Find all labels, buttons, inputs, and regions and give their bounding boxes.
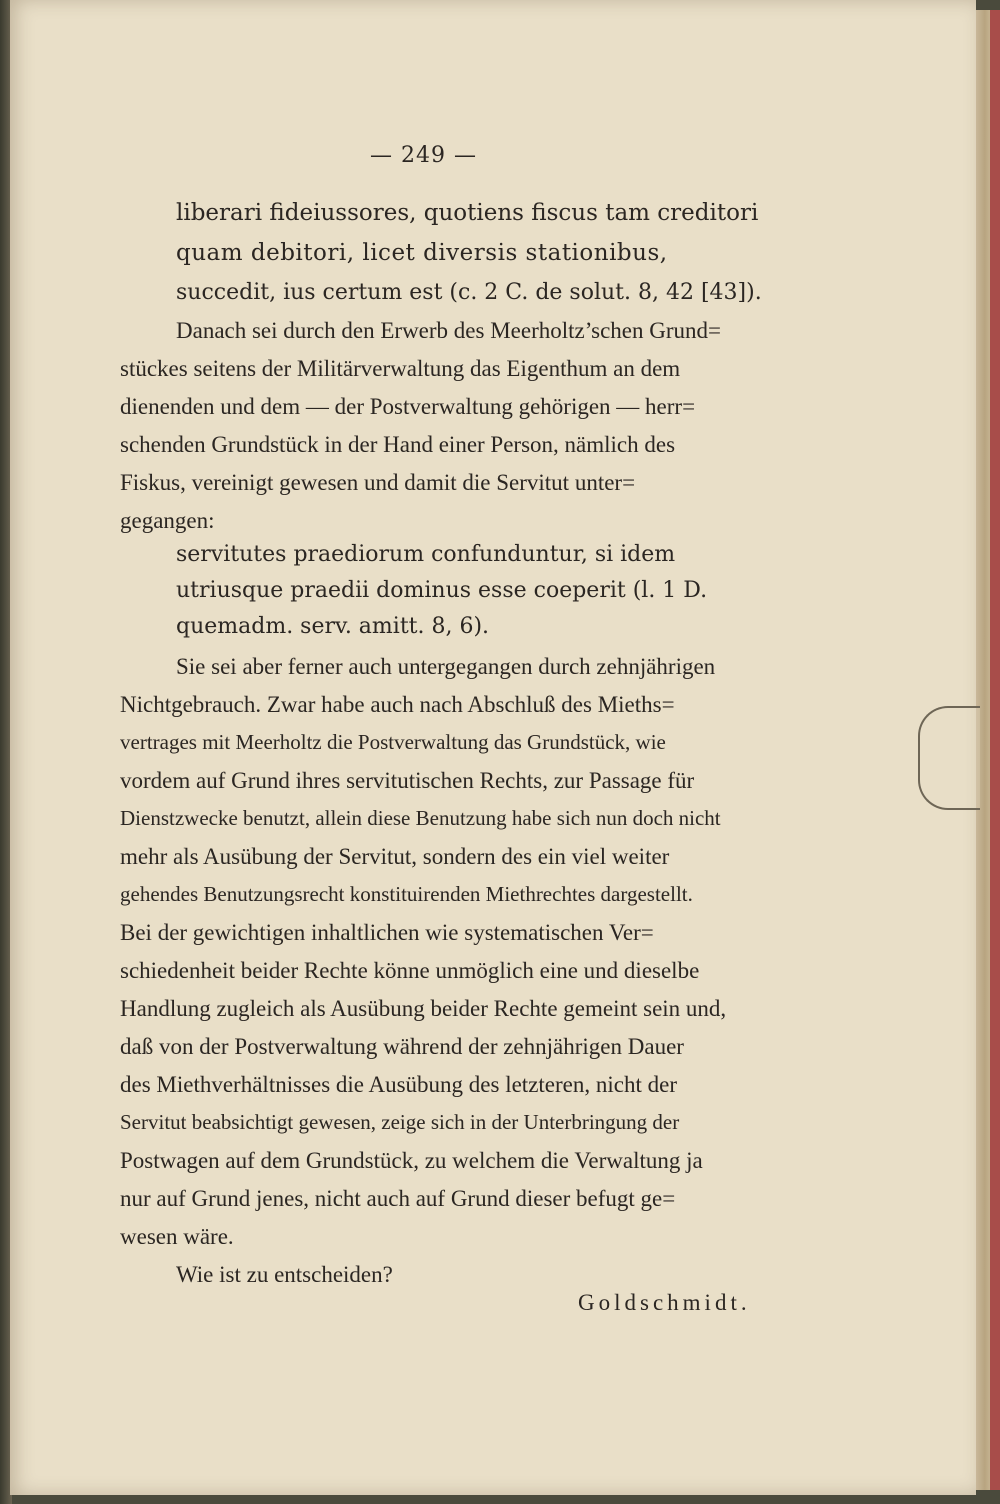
text-line: utriusque praedii dominus esse coeperit (l. 1 D. <box>176 578 708 603</box>
text-line: Wie ist zu entscheiden? <box>176 1262 393 1287</box>
text-line: Nichtgebrauch. Zwar habe auch nach Abschluß des Mieths= <box>120 692 675 717</box>
page-tab-marker <box>918 706 980 810</box>
text-line: schiedenheit beider Rechte könne unmöglich eine und dieselbe <box>120 958 700 983</box>
text-line: servitutes praediorum confunduntur, si idem <box>176 542 676 567</box>
text-line: stückes seitens der Militärverwaltung das Eigenthum an dem <box>120 356 681 381</box>
text-line: Handlung zugleich als Ausübung beider Rechte gemeint sein und, <box>120 996 727 1021</box>
text-line: Danach sei durch den Erwerb des Meerholtz’schen Grund= <box>176 318 721 343</box>
page-edge-red <box>990 10 1000 1490</box>
text-line: quam debitori, licet diversis stationibus, <box>176 240 668 266</box>
text-line: wesen wäre. <box>120 1224 234 1249</box>
page-number: — 249 — <box>370 143 477 168</box>
author-signature: Goldschmidt. <box>578 1290 751 1315</box>
text-line: Dienstzwecke benutzt, allein diese Benutzung habe sich nun doch nicht <box>120 806 721 830</box>
text-line: quemadm. serv. amitt. 8, 6). <box>176 614 490 639</box>
text-line: Postwagen auf dem Grundstück, zu welchem die Verwaltung ja <box>120 1148 703 1173</box>
text-line: vertrages mit Meerholtz die Postverwaltung das Grundstück, wie <box>120 730 666 754</box>
text-line: liberari fideiussores, quotiens fiscus tam creditori <box>176 200 759 226</box>
text-line: Servitut beabsichtigt gewesen, zeige sich in der Unterbringung der <box>120 1110 680 1134</box>
text-line: Bei der gewichtigen inhaltlichen wie systematischen Ver= <box>120 920 654 945</box>
text-line: daß von der Postverwaltung während der zehnjährigen Dauer <box>120 1034 684 1059</box>
text-line: dienenden und dem — der Postverwaltung gehörigen — herr= <box>120 394 696 419</box>
text-line: schenden Grundstück in der Hand einer Person, nämlich des <box>120 432 676 457</box>
text-line: Sie sei aber ferner auch untergegangen durch zehnjährigen <box>176 654 716 679</box>
text-line: nur auf Grund jenes, nicht auch auf Grund dieser befugt ge= <box>120 1186 676 1211</box>
text-line: gehendes Benutzungsrecht konstituirenden Miethrechtes dargestellt. <box>120 882 693 906</box>
text-line: vordem auf Grund ihres servitutischen Rechts, zur Passage für <box>120 768 695 793</box>
text-line: Fiskus, vereinigt gewesen und damit die Servitut unter= <box>120 470 636 495</box>
text-line: mehr als Ausübung der Servitut, sondern des ein viel weiter <box>120 844 670 869</box>
text-line: gegangen: <box>120 508 215 533</box>
text-line: des Miethverhältnisses die Ausübung des letzteren, nicht der <box>120 1072 677 1097</box>
text-line: succedit, ius certum est (c. 2 C. de solut. 8, 42 [43]). <box>176 280 762 305</box>
